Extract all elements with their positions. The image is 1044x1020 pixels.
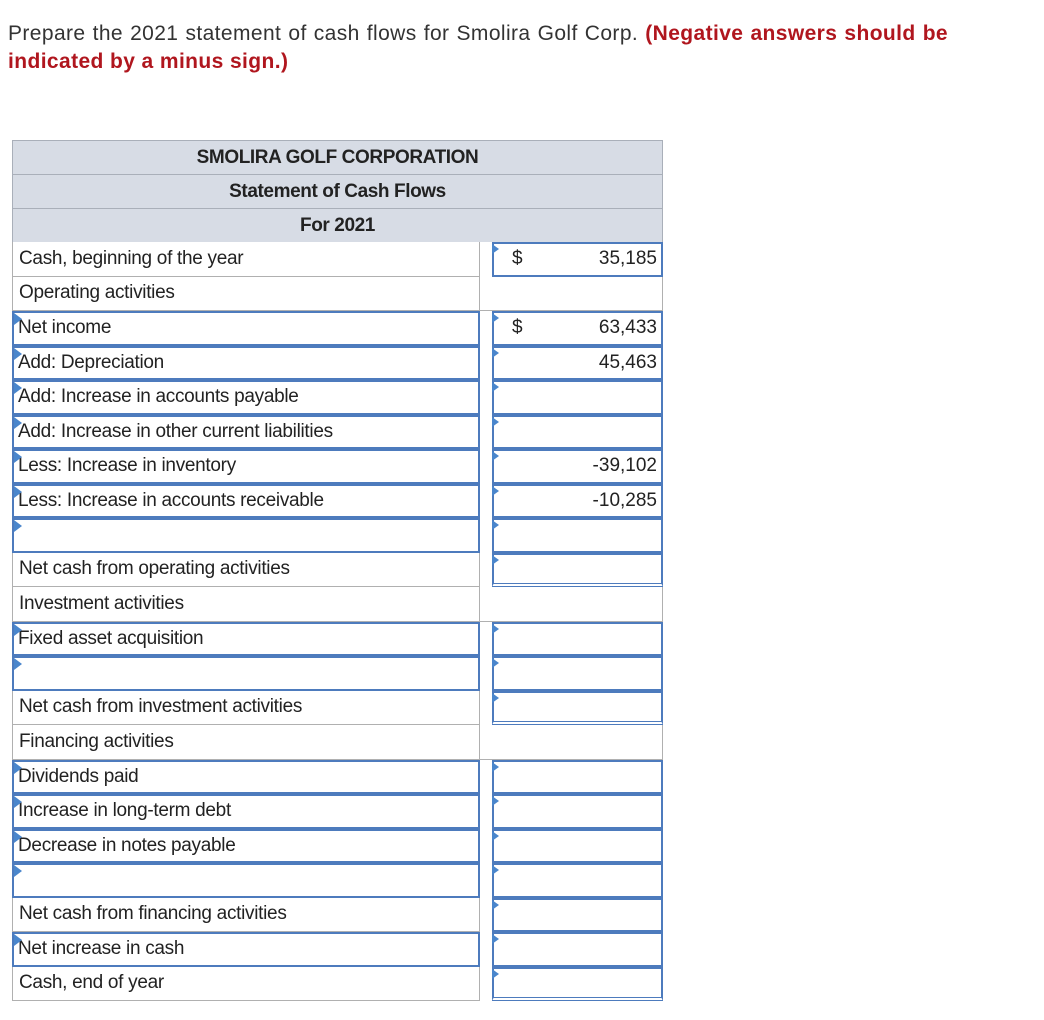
row-financing-blank (12, 863, 663, 898)
dropdown-marker-icon (492, 555, 499, 565)
dropdown-marker-icon (492, 244, 499, 254)
long-term-debt-label[interactable]: Increase in long-term debt (12, 794, 480, 829)
dropdown-marker-icon (492, 934, 499, 944)
row-investment-heading (12, 587, 663, 622)
net-operating-cell[interactable] (480, 553, 663, 588)
inventory-label[interactable]: Less: Increase in inventory (12, 449, 480, 484)
net-investment-cell[interactable] (480, 691, 663, 726)
question-prompt (8, 20, 948, 76)
blank-label-input[interactable] (12, 518, 480, 553)
net-financing-cell[interactable] (480, 898, 663, 933)
depreciation-label[interactable]: Add: Depreciation (12, 346, 480, 381)
notes-payable-cell[interactable] (480, 829, 663, 864)
row-accounts-payable (12, 380, 663, 415)
dropdown-marker-icon (492, 486, 499, 496)
row-financing-heading (12, 725, 663, 760)
dropdown-marker-icon (492, 796, 499, 806)
row-fixed-asset (12, 622, 663, 657)
net-income-value: 63,433 (598, 317, 657, 339)
row-inventory (12, 449, 663, 484)
blank-amount-input[interactable] (480, 863, 663, 898)
row-long-term-debt (12, 794, 663, 829)
inventory-value: -39,102 (592, 455, 657, 477)
depreciation-value: 45,463 (598, 351, 657, 373)
prompt-note: (Negative answers should be indicated by a minus sign.) (8, 22, 948, 73)
dropdown-marker-icon (492, 865, 499, 875)
row-operating-heading (12, 277, 663, 312)
row-net-income (12, 311, 663, 346)
cash-beginning-cell[interactable]: $ 35,185 (480, 242, 663, 277)
accounts-receivable-cell[interactable] (480, 484, 663, 519)
cash-beginning-value: 35,185 (598, 248, 657, 270)
row-dividends (12, 760, 663, 795)
net-investment-label: Net cash from investment activities (12, 691, 480, 726)
dropdown-marker-icon (492, 313, 499, 323)
net-increase-cell[interactable] (480, 932, 663, 967)
net-income-cell[interactable]: $ 63,433 (480, 311, 663, 346)
section-heading: Investment activities (12, 587, 480, 622)
prompt-text: Prepare the 2021 statement of cash flows for Smolira Golf Corp. (8, 22, 639, 45)
row-net-investment (12, 691, 663, 726)
inventory-cell[interactable] (480, 449, 663, 484)
blank-amount-input[interactable] (480, 656, 663, 691)
accounts-receivable-value: -10,285 (592, 489, 657, 511)
dropdown-marker-icon (492, 382, 499, 392)
dropdown-marker-icon (492, 624, 499, 634)
row-depreciation (12, 346, 663, 381)
blank-label-input[interactable] (12, 863, 480, 898)
dropdown-marker-icon (492, 451, 499, 461)
section-heading: Operating activities (12, 277, 480, 312)
row-operating-blank (12, 518, 663, 553)
row-notes-payable (12, 829, 663, 864)
cash-end-label: Cash, end of year (12, 967, 480, 1002)
blank-label-input[interactable] (12, 656, 480, 691)
net-operating-label: Net cash from operating activities (12, 553, 480, 588)
notes-payable-label[interactable]: Decrease in notes payable (12, 829, 480, 864)
accounts-receivable-label[interactable]: Less: Increase in accounts receivable (12, 484, 480, 519)
dropdown-marker-icon (492, 831, 499, 841)
row-net-financing (12, 898, 663, 933)
cash-end-cell[interactable] (480, 967, 663, 1002)
fixed-asset-cell[interactable] (480, 622, 663, 657)
accounts-payable-label[interactable]: Add: Increase in accounts payable (12, 380, 480, 415)
accounts-payable-cell[interactable] (480, 380, 663, 415)
dropdown-marker-icon (492, 348, 499, 358)
dividends-cell[interactable] (480, 760, 663, 795)
dropdown-marker-icon (492, 520, 499, 530)
dropdown-marker-icon (492, 762, 499, 772)
cash-flow-statement (12, 140, 663, 1001)
net-income-label[interactable]: Net income (12, 311, 480, 346)
row-cash-end (12, 967, 663, 1002)
dropdown-marker-icon (492, 969, 499, 979)
statement-period: For 2021 (12, 208, 663, 242)
dropdown-marker-icon (492, 900, 499, 910)
row-net-operating (12, 553, 663, 588)
company-name: SMOLIRA GOLF CORPORATION (12, 140, 663, 174)
dividends-label[interactable]: Dividends paid (12, 760, 480, 795)
other-liabilities-label[interactable]: Add: Increase in other current liabilities (12, 415, 480, 450)
blank-amount-input[interactable] (480, 518, 663, 553)
long-term-debt-cell[interactable] (480, 794, 663, 829)
row-cash-beginning (12, 242, 663, 277)
net-increase-label[interactable]: Net increase in cash (12, 932, 480, 967)
other-liabilities-cell[interactable] (480, 415, 663, 450)
depreciation-cell[interactable] (480, 346, 663, 381)
statement-title: Statement of Cash Flows (12, 174, 663, 208)
section-heading: Financing activities (12, 725, 480, 760)
row-accounts-receivable (12, 484, 663, 519)
dropdown-marker-icon (492, 658, 499, 668)
row-other-current-liabilities (12, 415, 663, 450)
net-financing-label: Net cash from financing activities (12, 898, 480, 933)
fixed-asset-label[interactable]: Fixed asset acquisition (12, 622, 480, 657)
dropdown-marker-icon (492, 417, 499, 427)
row-label: Cash, beginning of the year (12, 242, 480, 277)
dropdown-marker-icon (492, 693, 499, 703)
row-net-increase (12, 932, 663, 967)
row-investment-blank (12, 656, 663, 691)
